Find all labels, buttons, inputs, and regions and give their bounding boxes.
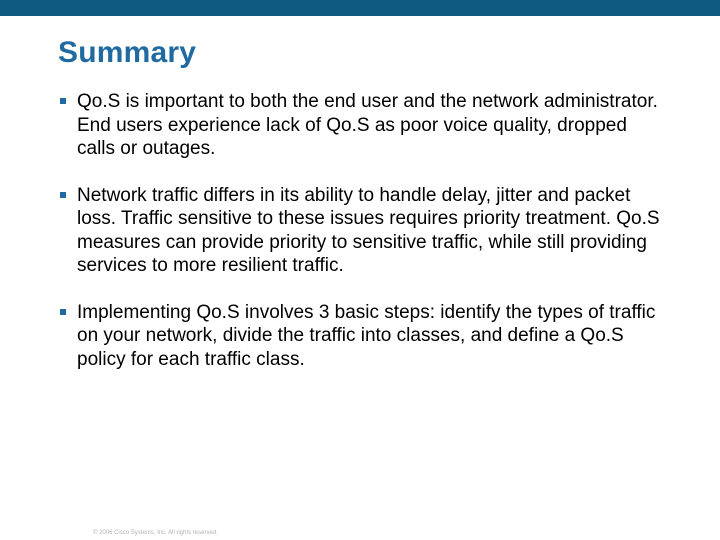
bullet-text: Qo.S is important to both the end user and the network administrator. End users experience lack of Qo.S as poor voice quality, dropped calls or outages. xyxy=(77,91,658,159)
square-bullet-icon xyxy=(60,309,66,315)
bullet-item xyxy=(60,301,670,372)
copyright-footer: © 2006 Cisco Systems, Inc. All rights reserved. xyxy=(93,530,218,536)
bullet-item xyxy=(60,184,670,278)
square-bullet-icon xyxy=(60,98,66,104)
header-bar xyxy=(0,0,720,16)
bullet-item xyxy=(60,90,670,161)
square-bullet-icon xyxy=(60,192,66,198)
bullet-list xyxy=(60,90,670,371)
bullet-text: Implementing Qo.S involves 3 basic steps: identify the types of traffic on your network, divide the traffic into classes, and define a Qo.S policy for each traffic class. xyxy=(77,301,656,370)
slide-title: Summary xyxy=(58,36,197,69)
bullet-text: Network traffic differs in its ability to handle delay, jitter and packet loss. Traffic sensitive to these issues requires priority treatment. Qo.S measures can provide priority to sensitive traffic, while still providing services to more resilient traffic. xyxy=(77,184,660,276)
